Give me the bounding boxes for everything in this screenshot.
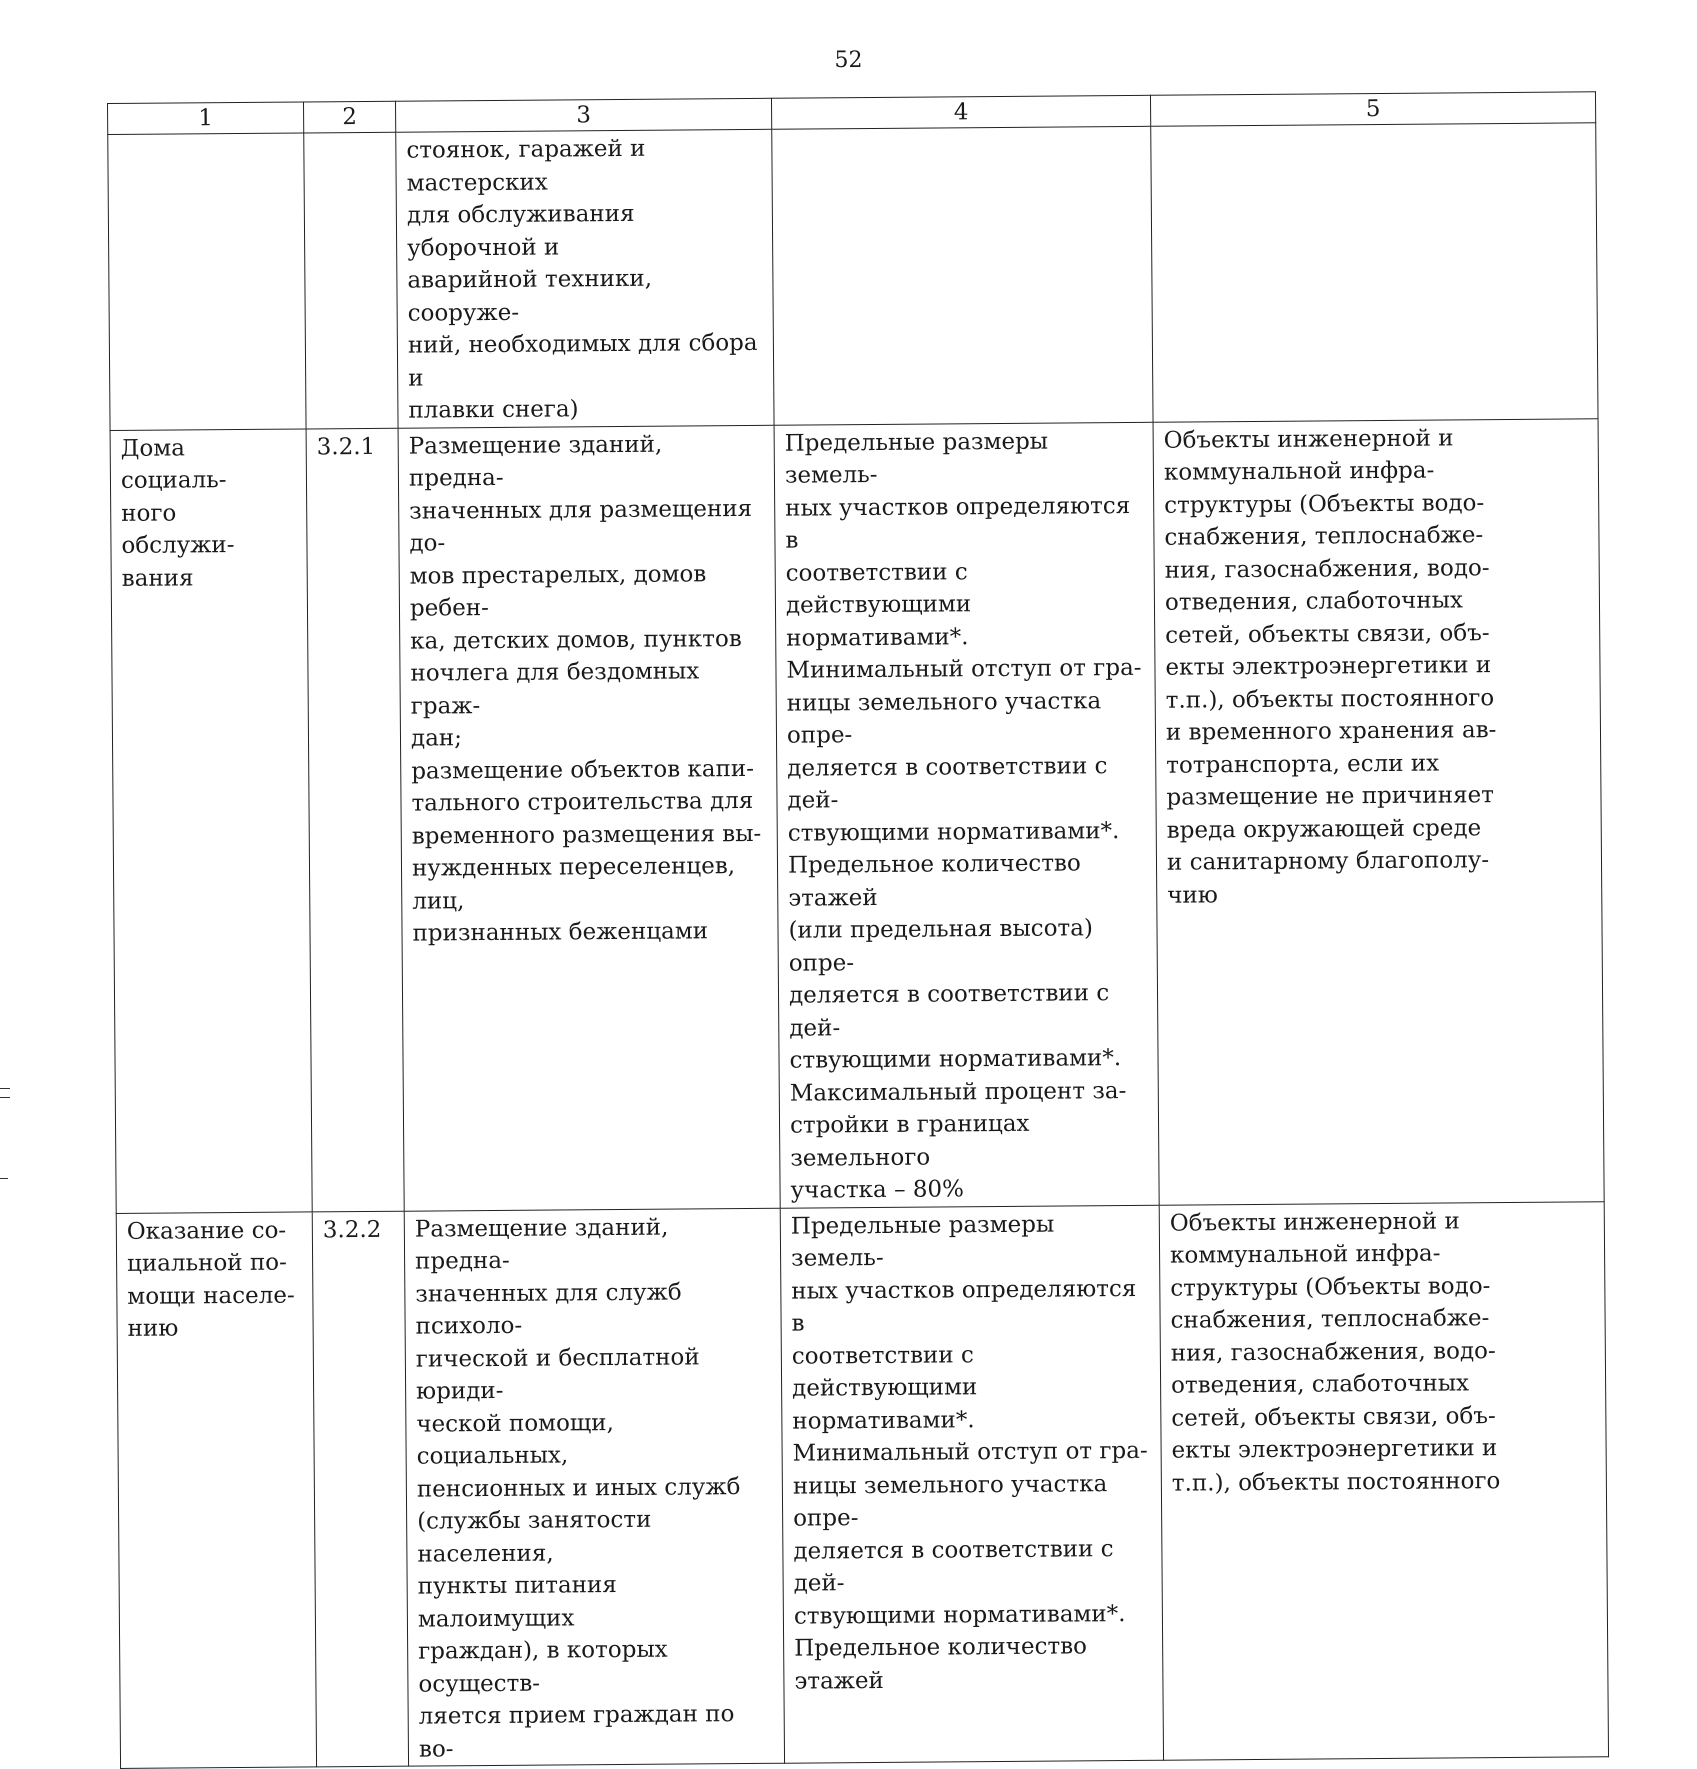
margin-mark <box>0 1088 10 1098</box>
use-code-cell: 3.2.1 <box>306 428 404 1212</box>
table-row <box>116 1201 1608 1768</box>
auxiliary-uses-cell: Объекты инженерной и коммунальной инфра- структуры (Объекты водо- снабжения, теплоснабже- ния, газоснабжения, водо- отведения, слаботочных сетей, объекты связи, объ- екты электроэнергетики и т.п.), объекты постоянного и временного хранения ав- тотранспорта, если их размещение не причиняет вреда окружающей среде и санитарному благополу- чию <box>1153 418 1604 1204</box>
page-number: 52 <box>834 48 863 73</box>
column-header: 2 <box>303 101 395 133</box>
use-description-cell: стоянок, гаражей и мастерских для обслуживания уборочной и аварийной техники, сооруже- ний, необходимых для сбора и плавки снега) <box>396 129 774 427</box>
margin-mark <box>0 1178 8 1179</box>
column-header: 5 <box>1150 92 1595 126</box>
land-use-table <box>107 91 1609 1769</box>
use-name-cell: Оказание со- циальной по- мощи населе- нию <box>116 1211 316 1768</box>
auxiliary-uses-cell <box>1151 123 1598 422</box>
parameters-cell: Предельные размеры земель- ных участков определяются в соответствии с действующими нормативами*. Минимальный отступ от гра- ницы земельного участка опре- деляется в соответствии с дей- ствующими нормативами*. Предельное количество этажей (или предельная высота) опре- деляется в соответствии с дей- ствующими нормативами*. Максимальный процент за- стройки в границах земельного участка – 80% <box>774 422 1159 1208</box>
use-code-cell <box>304 132 398 428</box>
use-code-cell: 3.2.2 <box>312 1211 408 1767</box>
table-row <box>110 418 1604 1213</box>
column-header: 4 <box>771 95 1150 129</box>
parameters-cell <box>772 126 1153 424</box>
table-row <box>108 123 1598 430</box>
column-header: 1 <box>108 102 304 135</box>
use-name-cell: Дома социаль- ного обслужи- вания <box>110 428 312 1213</box>
use-description-cell: Размещение зданий, предна- значенных для размещения до- мов престарелых, домов ребен- ка, детских домов, пунктов ночлега для бездомных граж- дан; размещение объектов капи- тального строительства для временного размещения вы- нужденных переселенцев, лиц, признанных беженцами <box>398 425 780 1211</box>
auxiliary-uses-cell: Объекты инженерной и коммунальной инфра- структуры (Объекты водо- снабжения, теплоснабже- ния, газоснабжения, водо- отведения, слаботочных сетей, объекты связи, объ- екты электроэнергетики и т.п.), объекты постоянного <box>1159 1201 1608 1760</box>
use-name-cell <box>108 133 306 430</box>
column-header: 3 <box>395 98 771 132</box>
parameters-cell: Предельные размеры земель- ных участков определяются в соответствии с действующими нормативами*. Минимальный отступ от гра- ницы земельного участка опре- деляется в соответствии с дей- ствующими нормативами*. Предельное количество этажей <box>780 1205 1163 1763</box>
use-description-cell: Размещение зданий, предна- значенных для служб психоло- гической и бесплатной юриди- ческой помощи, социальных, пенсионных и иных служб (службы занятости населения, пункты питания малоимущих граждан), в которых осуществ- ляется прием граждан по во- <box>404 1208 784 1766</box>
